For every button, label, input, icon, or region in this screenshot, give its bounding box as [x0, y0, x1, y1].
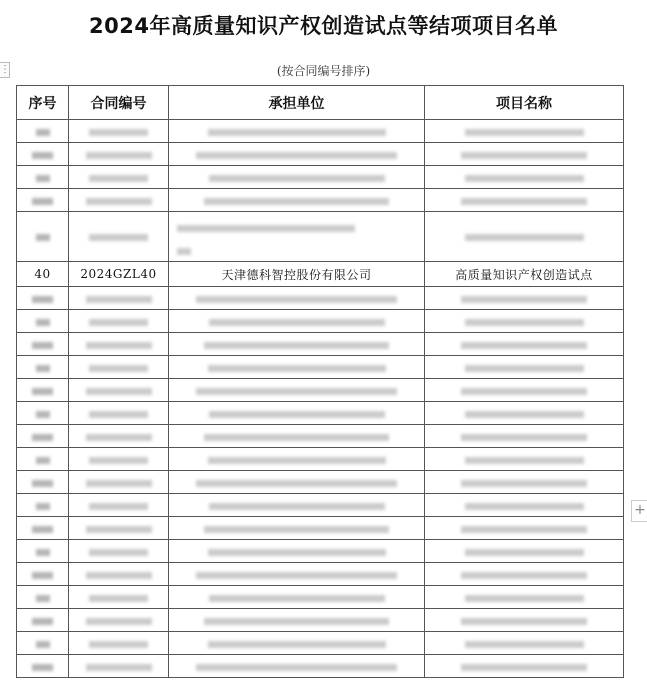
redacted-text: [204, 434, 389, 441]
redacted-project-cell: [425, 448, 624, 471]
redacted-text: [208, 549, 386, 556]
table-row: [17, 448, 624, 471]
redacted-text: [204, 618, 389, 625]
redacted-index-cell: [17, 189, 69, 212]
redacted-index-cell: [17, 448, 69, 471]
header-index: 序号: [17, 86, 69, 120]
redacted-unit-cell: [169, 425, 425, 448]
redacted-text: [36, 365, 50, 372]
redacted-text: [461, 434, 587, 441]
redacted-text: [36, 457, 50, 464]
redacted-text: [196, 388, 397, 395]
table-row: [17, 333, 624, 356]
redacted-text: [465, 129, 584, 136]
redacted-index-cell: [17, 632, 69, 655]
table-row: [17, 143, 624, 166]
redacted-text: [177, 248, 191, 255]
redacted-text: [89, 595, 148, 602]
table-row: [17, 609, 624, 632]
redacted-text: [32, 152, 53, 159]
redacted-project-cell: [425, 471, 624, 494]
redacted-contract-cell: [69, 425, 169, 448]
redacted-project-cell: [425, 517, 624, 540]
redacted-unit-cell: [169, 287, 425, 310]
redacted-unit-cell: [169, 494, 425, 517]
redacted-text: [86, 388, 152, 395]
redacted-index-cell: [17, 609, 69, 632]
redacted-text: [36, 549, 50, 556]
redacted-unit-cell: [169, 471, 425, 494]
redacted-index-cell: [17, 333, 69, 356]
redacted-text: [36, 503, 50, 510]
redacted-unit-cell: [169, 448, 425, 471]
table-row: [17, 517, 624, 540]
redacted-text: [32, 526, 53, 533]
redacted-text: [89, 549, 148, 556]
redacted-project-cell: [425, 655, 624, 678]
redacted-text: [209, 503, 385, 510]
redacted-text: [465, 234, 584, 241]
redacted-text: [32, 434, 53, 441]
row-index-cell: 40: [17, 262, 69, 287]
redacted-index-cell: [17, 494, 69, 517]
redacted-index-cell: [17, 517, 69, 540]
table-row: [17, 166, 624, 189]
header-project: 项目名称: [425, 86, 624, 120]
redacted-index-cell: [17, 166, 69, 189]
redacted-text: [208, 129, 386, 136]
redacted-text: [86, 296, 152, 303]
redacted-index-cell: [17, 379, 69, 402]
redacted-contract-cell: [69, 632, 169, 655]
redacted-text: [204, 526, 389, 533]
redacted-index-cell: [17, 425, 69, 448]
redacted-index-cell: [17, 402, 69, 425]
redacted-text: [86, 342, 152, 349]
table-row: [17, 586, 624, 609]
redacted-contract-cell: [69, 402, 169, 425]
redacted-project-cell: [425, 189, 624, 212]
redacted-text: [86, 434, 152, 441]
redacted-text: [32, 388, 53, 395]
redacted-text: [89, 641, 148, 648]
redacted-project-cell: [425, 632, 624, 655]
redacted-text: [461, 296, 587, 303]
redacted-text: [196, 296, 397, 303]
redacted-unit-cell: [169, 540, 425, 563]
redacted-project-cell: [425, 379, 624, 402]
redacted-text: [208, 641, 386, 648]
redacted-text: [196, 664, 397, 671]
redacted-text: [208, 365, 386, 372]
redacted-text: [465, 595, 584, 602]
redacted-text: [32, 342, 53, 349]
redacted-text: [36, 319, 50, 326]
redacted-text: [461, 152, 587, 159]
redacted-project-cell: [425, 143, 624, 166]
redacted-contract-cell: [69, 609, 169, 632]
table-row: [17, 379, 624, 402]
redacted-text: [196, 480, 397, 487]
redacted-project-cell: [425, 540, 624, 563]
redacted-project-cell: [425, 166, 624, 189]
redacted-text: [461, 388, 587, 395]
table-row: [17, 540, 624, 563]
redacted-contract-cell: [69, 287, 169, 310]
redacted-contract-cell: [69, 517, 169, 540]
redacted-text: [177, 225, 355, 232]
redacted-unit-cell: [169, 609, 425, 632]
table-row: [17, 189, 624, 212]
table-header-row: [17, 86, 624, 120]
drag-handle-icon[interactable]: ⋮: [0, 62, 10, 78]
redacted-contract-cell: [69, 310, 169, 333]
redacted-index-cell: [17, 120, 69, 143]
redacted-text: [36, 641, 50, 648]
redacted-text: [86, 572, 152, 579]
redacted-text: [209, 411, 385, 418]
redacted-index-cell: [17, 310, 69, 333]
redacted-text: [204, 342, 389, 349]
redacted-text: [86, 664, 152, 671]
redacted-unit-cell: [169, 563, 425, 586]
redacted-project-cell: [425, 563, 624, 586]
redacted-text: [36, 234, 50, 241]
redacted-text: [36, 129, 50, 136]
redacted-text: [465, 503, 584, 510]
redacted-contract-cell: [69, 212, 169, 262]
redacted-text: [86, 526, 152, 533]
redacted-text: [32, 618, 53, 625]
redacted-unit-cell: [169, 166, 425, 189]
redacted-text: [89, 365, 148, 372]
redacted-index-cell: [17, 471, 69, 494]
redacted-contract-cell: [69, 586, 169, 609]
redacted-contract-cell: [69, 448, 169, 471]
redacted-contract-cell: [69, 494, 169, 517]
redacted-text: [32, 198, 53, 205]
redacted-text: [461, 526, 587, 533]
redacted-text: [196, 152, 397, 159]
redacted-text: [465, 319, 584, 326]
redacted-index-cell: [17, 540, 69, 563]
redacted-index-cell: [17, 212, 69, 262]
redacted-project-cell: [425, 287, 624, 310]
table-row: [17, 262, 624, 287]
redacted-unit-cell: [169, 356, 425, 379]
redacted-unit-cell: [169, 310, 425, 333]
redacted-text: [209, 175, 385, 182]
table-row: [17, 494, 624, 517]
redacted-text: [465, 411, 584, 418]
redacted-index-cell: [17, 143, 69, 166]
redacted-unit-cell: [169, 189, 425, 212]
table-row: [17, 310, 624, 333]
redacted-project-cell: [425, 402, 624, 425]
redacted-contract-cell: [69, 143, 169, 166]
redacted-text: [86, 618, 152, 625]
redacted-text: [36, 595, 50, 602]
redacted-unit-cell: [169, 120, 425, 143]
table-row: [17, 471, 624, 494]
row-unit-cell: 天津德科智控股份有限公司: [169, 262, 425, 287]
table-row: [17, 120, 624, 143]
redacted-text: [209, 595, 385, 602]
redacted-text: [36, 175, 50, 182]
redacted-text: [204, 198, 389, 205]
redacted-text: [32, 480, 53, 487]
sort-note: (按合同编号排序): [276, 64, 371, 78]
redacted-contract-cell: [69, 471, 169, 494]
row-project-cell: 高质量知识产权创造试点: [425, 262, 624, 287]
table-row: [17, 402, 624, 425]
redacted-index-cell: [17, 655, 69, 678]
header-unit: 承担单位: [169, 86, 425, 120]
redacted-index-cell: [17, 563, 69, 586]
redacted-text: [86, 198, 152, 205]
redacted-text: [461, 618, 587, 625]
redacted-text: [461, 342, 587, 349]
redacted-unit-cell: [169, 379, 425, 402]
redacted-text: [209, 319, 385, 326]
redacted-unit-cell: [169, 212, 425, 262]
redacted-text: [89, 234, 148, 241]
redacted-text: [465, 549, 584, 556]
redacted-contract-cell: [69, 120, 169, 143]
redacted-unit-cell: [169, 632, 425, 655]
table-row: [17, 632, 624, 655]
table-row: [17, 563, 624, 586]
redacted-text: [461, 572, 587, 579]
redacted-unit-cell: [169, 517, 425, 540]
redacted-text: [208, 457, 386, 464]
project-table: [16, 85, 624, 678]
page-title: 2024年高质量知识产权创造试点等结项项目名单: [89, 14, 558, 38]
redacted-project-cell: [425, 494, 624, 517]
redacted-text: [32, 296, 53, 303]
table-row: [17, 287, 624, 310]
redacted-index-cell: [17, 287, 69, 310]
redacted-text: [32, 664, 53, 671]
add-button[interactable]: +: [631, 500, 647, 522]
redacted-project-cell: [425, 212, 624, 262]
redacted-contract-cell: [69, 166, 169, 189]
redacted-unit-cell: [169, 333, 425, 356]
redacted-unit-cell: [169, 655, 425, 678]
redacted-text: [89, 411, 148, 418]
redacted-unit-cell: [169, 143, 425, 166]
redacted-index-cell: [17, 356, 69, 379]
redacted-project-cell: [425, 333, 624, 356]
redacted-text: [89, 319, 148, 326]
redacted-index-cell: [17, 586, 69, 609]
redacted-text: [89, 503, 148, 510]
redacted-unit-cell: [169, 402, 425, 425]
redacted-text: [465, 365, 584, 372]
redacted-text: [465, 641, 584, 648]
redacted-project-cell: [425, 120, 624, 143]
redacted-text: [89, 175, 148, 182]
table-row: [17, 655, 624, 678]
redacted-contract-cell: [69, 563, 169, 586]
table-row: [17, 356, 624, 379]
table-row: [17, 212, 624, 262]
redacted-contract-cell: [69, 540, 169, 563]
redacted-text: [196, 572, 397, 579]
redacted-project-cell: [425, 356, 624, 379]
redacted-contract-cell: [69, 189, 169, 212]
redacted-project-cell: [425, 310, 624, 333]
redacted-contract-cell: [69, 356, 169, 379]
redacted-text: [465, 457, 584, 464]
redacted-text: [89, 457, 148, 464]
redacted-project-cell: [425, 609, 624, 632]
header-contract: 合同编号: [69, 86, 169, 120]
redacted-text: [89, 129, 148, 136]
redacted-text: [461, 198, 587, 205]
row-contract-cell: 2024GZL40: [69, 262, 169, 287]
redacted-unit-cell: [169, 586, 425, 609]
redacted-contract-cell: [69, 379, 169, 402]
redacted-text: [86, 152, 152, 159]
redacted-contract-cell: [69, 655, 169, 678]
table-row: [17, 425, 624, 448]
redacted-project-cell: [425, 586, 624, 609]
redacted-text: [86, 480, 152, 487]
redacted-text: [461, 664, 587, 671]
redacted-text: [36, 411, 50, 418]
redacted-contract-cell: [69, 333, 169, 356]
redacted-text: [465, 175, 584, 182]
redacted-text: [461, 480, 587, 487]
redacted-text: [32, 572, 53, 579]
redacted-project-cell: [425, 425, 624, 448]
